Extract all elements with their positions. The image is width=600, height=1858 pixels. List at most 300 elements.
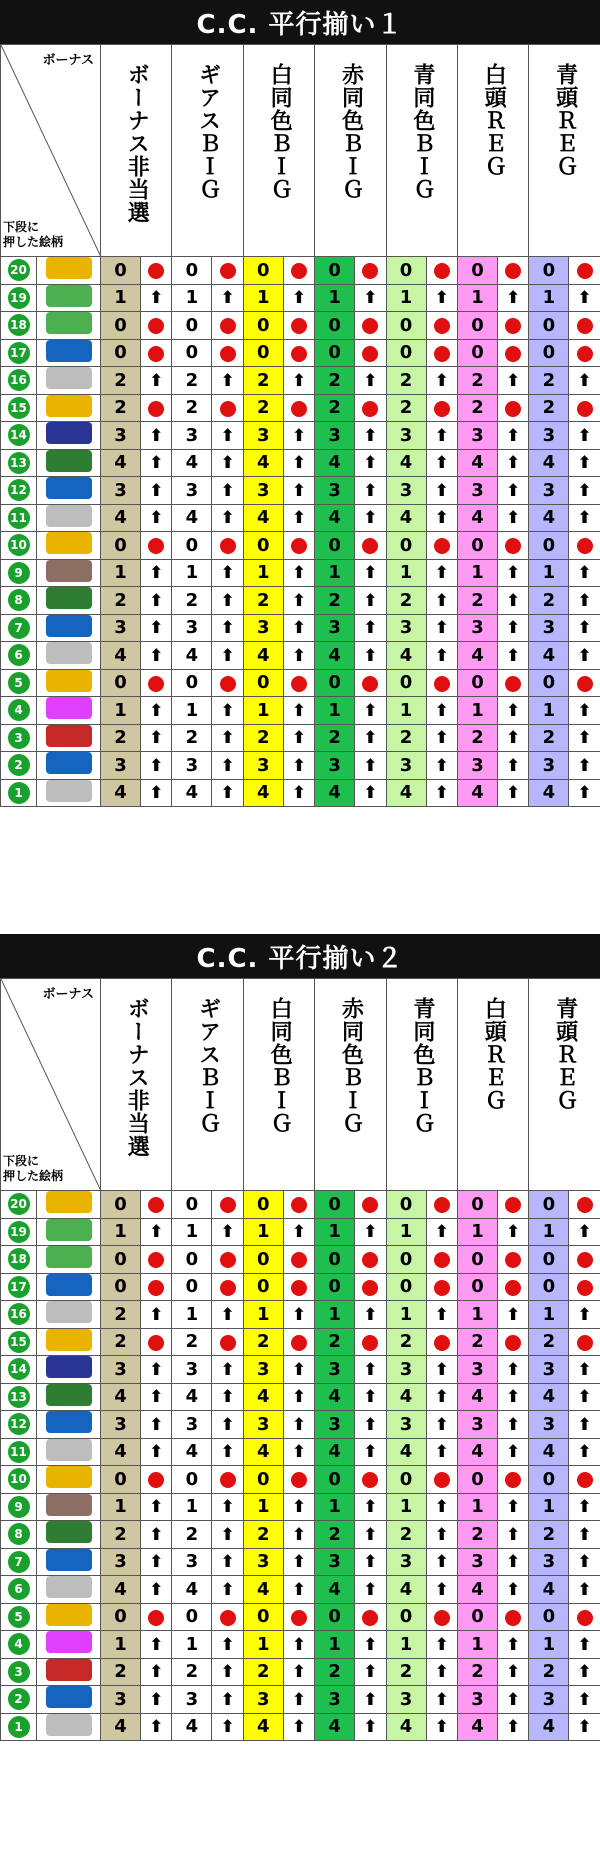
- up-arrow-icon: ⬆: [149, 563, 164, 584]
- value-cell: 2: [101, 1521, 141, 1549]
- value-cell: 4: [457, 1383, 497, 1411]
- value-cell: 3: [457, 1686, 497, 1714]
- row-number-cell: [1, 367, 37, 395]
- value-cell: 0: [243, 669, 283, 697]
- value-cell: 2: [457, 1658, 497, 1686]
- red-dot-cell: [569, 394, 600, 422]
- white-emblem-icon: [46, 367, 92, 389]
- red-dot-icon: [577, 1610, 593, 1626]
- red-dot-cell: [426, 339, 457, 367]
- watermelon-icon: [46, 587, 92, 609]
- up-arrow-icon: ⬆: [363, 1634, 378, 1655]
- arrow-cell: [426, 1548, 457, 1576]
- value-cell: 0: [101, 1603, 141, 1631]
- value-cell: 4: [386, 1438, 426, 1466]
- arrow-cell: [283, 1713, 314, 1741]
- arrow-cell: [497, 1493, 528, 1521]
- arrow-cell: [141, 422, 172, 450]
- up-arrow-icon: ⬆: [434, 563, 449, 584]
- up-arrow-icon: ⬆: [577, 1662, 592, 1683]
- corner-label-symbol: [3, 1154, 63, 1184]
- value-cell: 2: [243, 394, 283, 422]
- red-dot-icon: [434, 263, 450, 279]
- arrow-cell: [283, 1548, 314, 1576]
- row-number-cell: [1, 1301, 37, 1329]
- arrow-cell: [426, 587, 457, 615]
- row-number-cell: [1, 1328, 37, 1356]
- up-arrow-icon: ⬆: [577, 645, 592, 666]
- arrow-cell: [283, 422, 314, 450]
- red-dot-cell: [426, 1273, 457, 1301]
- red-dot-cell: [212, 1191, 243, 1219]
- up-arrow-icon: ⬆: [577, 728, 592, 749]
- arrow-cell: [283, 587, 314, 615]
- up-arrow-icon: ⬆: [291, 508, 307, 529]
- value-cell: 0: [386, 1273, 426, 1301]
- row-number-badge: 16: [8, 1303, 30, 1325]
- value-cell: 1: [457, 1631, 497, 1659]
- up-arrow-icon: ⬆: [506, 783, 521, 804]
- value-cell: 1: [243, 284, 283, 312]
- up-arrow-icon: ⬆: [149, 480, 164, 501]
- value-cell: 0: [101, 1273, 141, 1301]
- up-arrow-icon: ⬆: [220, 1304, 235, 1325]
- arrow-cell: [426, 1686, 457, 1714]
- value-cell: 4: [315, 1438, 355, 1466]
- column-header: [457, 45, 528, 257]
- up-arrow-icon: ⬆: [434, 288, 449, 309]
- red-dot-icon: [148, 318, 164, 334]
- up-arrow-icon: ⬆: [291, 288, 307, 309]
- value-cell: 2: [243, 367, 283, 395]
- up-arrow-icon: ⬆: [291, 590, 307, 611]
- arrow-cell: [569, 1383, 600, 1411]
- value-cell: 1: [386, 1218, 426, 1246]
- red-dot-icon: [362, 1610, 378, 1626]
- row-number-cell: [1, 1246, 37, 1274]
- corner-label-line1: 下段に: [3, 220, 40, 234]
- up-arrow-icon: ⬆: [291, 783, 307, 804]
- up-arrow-icon: ⬆: [577, 1359, 592, 1380]
- value-cell: 2: [315, 724, 355, 752]
- value-cell: 0: [529, 1466, 569, 1494]
- arrow-cell: [569, 1493, 600, 1521]
- value-cell: 0: [529, 669, 569, 697]
- up-arrow-icon: ⬆: [577, 563, 592, 584]
- up-arrow-icon: ⬆: [363, 1552, 378, 1573]
- value-cell: 2: [386, 1328, 426, 1356]
- value-cell: 0: [386, 257, 426, 285]
- arrow-cell: [141, 1438, 172, 1466]
- value-cell: 4: [315, 642, 355, 670]
- arrow-cell: [141, 1301, 172, 1329]
- up-arrow-icon: ⬆: [363, 1579, 378, 1600]
- value-cell: 4: [457, 1576, 497, 1604]
- arrow-cell: [212, 779, 243, 807]
- row-number-cell: [1, 669, 37, 697]
- up-arrow-icon: ⬆: [220, 1414, 235, 1435]
- white-emblem-icon: [46, 780, 92, 802]
- arrow-cell: [497, 1383, 528, 1411]
- arrow-cell: [355, 1713, 386, 1741]
- row-number-badge: 17: [8, 342, 30, 364]
- table-row: [1, 1631, 600, 1659]
- red-dot-cell: [355, 312, 386, 340]
- row-number-badge: 15: [8, 397, 30, 419]
- cc-green-icon: [46, 1219, 92, 1241]
- row-number-cell: [1, 1438, 37, 1466]
- value-cell: 3: [457, 422, 497, 450]
- odds-table: [0, 978, 600, 1741]
- value-cell: 3: [243, 1686, 283, 1714]
- section-2: [0, 934, 600, 1741]
- value-cell: 2: [172, 394, 212, 422]
- value-cell: 0: [243, 532, 283, 560]
- value-cell: 4: [386, 1576, 426, 1604]
- column-header-label: 白同色ＢＩＧ: [267, 997, 293, 1135]
- arrow-cell: [212, 1713, 243, 1741]
- red-dot-icon: [220, 1610, 236, 1626]
- value-cell: 3: [386, 477, 426, 505]
- symbol-cell: [37, 367, 101, 395]
- value-cell: 4: [243, 1438, 283, 1466]
- up-arrow-icon: ⬆: [291, 1359, 307, 1380]
- arrow-cell: [355, 724, 386, 752]
- value-cell: 0: [529, 1246, 569, 1274]
- arrow-cell: [426, 422, 457, 450]
- arrow-cell: [141, 1576, 172, 1604]
- up-arrow-icon: ⬆: [363, 1359, 378, 1380]
- arrow-cell: [212, 367, 243, 395]
- arrow-cell: [426, 724, 457, 752]
- value-cell: 2: [101, 724, 141, 752]
- value-cell: 0: [172, 1246, 212, 1274]
- arrow-cell: [283, 1356, 314, 1384]
- arrow-cell: [355, 697, 386, 725]
- arrow-cell: [283, 559, 314, 587]
- up-arrow-icon: ⬆: [291, 1634, 307, 1655]
- arrow-cell: [569, 1548, 600, 1576]
- red-dot-cell: [212, 339, 243, 367]
- value-cell: 4: [243, 642, 283, 670]
- value-cell: 4: [386, 449, 426, 477]
- column-header: [386, 45, 457, 257]
- up-arrow-icon: ⬆: [291, 1387, 307, 1408]
- value-cell: 3: [386, 1686, 426, 1714]
- symbol-cell: [37, 504, 101, 532]
- red-dot-icon: [148, 1252, 164, 1268]
- bell-yellow-icon: [46, 532, 92, 554]
- value-cell: 0: [315, 669, 355, 697]
- up-arrow-icon: ⬆: [506, 453, 521, 474]
- table-row: [1, 1603, 600, 1631]
- arrow-cell: [426, 1713, 457, 1741]
- up-arrow-icon: ⬆: [434, 700, 449, 721]
- arrow-cell: [426, 559, 457, 587]
- value-cell: 4: [243, 504, 283, 532]
- up-arrow-icon: ⬆: [577, 288, 592, 309]
- arrow-cell: [283, 779, 314, 807]
- arrow-cell: [283, 1686, 314, 1714]
- arrow-cell: [355, 559, 386, 587]
- up-arrow-icon: ⬆: [434, 1689, 449, 1710]
- value-cell: 2: [315, 1328, 355, 1356]
- red-dot-icon: [220, 676, 236, 692]
- cc-green-icon: [46, 285, 92, 307]
- red-dot-icon: [434, 538, 450, 554]
- arrow-cell: [212, 614, 243, 642]
- table-row: [1, 1576, 600, 1604]
- value-cell: 4: [101, 779, 141, 807]
- value-cell: 3: [315, 477, 355, 505]
- up-arrow-icon: ⬆: [220, 480, 235, 501]
- arrow-cell: [141, 477, 172, 505]
- section-title: C.C. 平行揃い１: [0, 0, 600, 44]
- red-dot-icon: [291, 1610, 307, 1626]
- row-number-cell: [1, 532, 37, 560]
- value-cell: 4: [386, 504, 426, 532]
- red-dot-cell: [212, 257, 243, 285]
- arrow-cell: [355, 1493, 386, 1521]
- red-dot-cell: [497, 1603, 528, 1631]
- value-cell: 1: [101, 559, 141, 587]
- column-header-label: ボーナス非当選: [124, 997, 150, 1158]
- symbol-cell: [37, 339, 101, 367]
- value-cell: 1: [457, 1493, 497, 1521]
- value-cell: 0: [172, 312, 212, 340]
- symbol-cell: [37, 1603, 101, 1631]
- arrow-cell: [497, 559, 528, 587]
- up-arrow-icon: ⬆: [149, 1497, 164, 1518]
- up-arrow-icon: ⬆: [506, 618, 521, 639]
- arrow-cell: [212, 1631, 243, 1659]
- arrow-cell: [355, 642, 386, 670]
- red-dot-icon: [148, 346, 164, 362]
- value-cell: 1: [386, 1301, 426, 1329]
- table-row: [1, 477, 600, 505]
- arrow-cell: [569, 1658, 600, 1686]
- up-arrow-icon: ⬆: [291, 700, 307, 721]
- value-cell: 0: [243, 1273, 283, 1301]
- value-cell: 4: [101, 642, 141, 670]
- red-dot-cell: [283, 532, 314, 560]
- up-arrow-icon: ⬆: [149, 1552, 164, 1573]
- red-dot-icon: [362, 1280, 378, 1296]
- up-arrow-icon: ⬆: [506, 425, 521, 446]
- red-dot-cell: [426, 394, 457, 422]
- value-cell: 4: [101, 1713, 141, 1741]
- up-arrow-icon: ⬆: [506, 1497, 521, 1518]
- table-row: [1, 394, 600, 422]
- arrow-cell: [141, 1218, 172, 1246]
- table-row: [1, 1466, 600, 1494]
- value-cell: 1: [172, 1631, 212, 1659]
- value-cell: 3: [457, 477, 497, 505]
- red-dot-icon: [577, 538, 593, 554]
- value-cell: 0: [101, 669, 141, 697]
- red-dot-icon: [434, 1280, 450, 1296]
- up-arrow-icon: ⬆: [149, 1387, 164, 1408]
- red-dot-cell: [569, 1328, 600, 1356]
- up-arrow-icon: ⬆: [434, 590, 449, 611]
- arrow-cell: [497, 724, 528, 752]
- value-cell: 0: [101, 1246, 141, 1274]
- up-arrow-icon: ⬆: [220, 783, 235, 804]
- red-dot-icon: [434, 1197, 450, 1213]
- column-header-label: 青同色ＢＩＧ: [409, 997, 435, 1135]
- arrow-cell: [212, 1493, 243, 1521]
- value-cell: 0: [172, 669, 212, 697]
- symbol-cell: [37, 669, 101, 697]
- value-cell: 3: [243, 1356, 283, 1384]
- value-cell: 4: [101, 1383, 141, 1411]
- red-dot-icon: [577, 676, 593, 692]
- up-arrow-icon: ⬆: [434, 370, 449, 391]
- value-cell: 4: [172, 449, 212, 477]
- up-arrow-icon: ⬆: [434, 1414, 449, 1435]
- arrow-cell: [569, 477, 600, 505]
- red-dot-icon: [220, 263, 236, 279]
- column-header-label: 青同色ＢＩＧ: [409, 63, 435, 201]
- red-dot-cell: [141, 1246, 172, 1274]
- table-row: [1, 1246, 600, 1274]
- red-dot-cell: [497, 1246, 528, 1274]
- arrow-cell: [569, 559, 600, 587]
- up-arrow-icon: ⬆: [291, 425, 307, 446]
- table-row: [1, 752, 600, 780]
- value-cell: 4: [172, 642, 212, 670]
- red-dot-cell: [283, 1466, 314, 1494]
- arrow-cell: [569, 449, 600, 477]
- symbol-cell: [37, 587, 101, 615]
- value-cell: 0: [529, 532, 569, 560]
- value-cell: 0: [101, 1466, 141, 1494]
- value-cell: 4: [315, 1713, 355, 1741]
- value-cell: 0: [315, 339, 355, 367]
- arrow-cell: [569, 697, 600, 725]
- table-row: [1, 779, 600, 807]
- value-cell: 2: [457, 724, 497, 752]
- row-number-cell: [1, 284, 37, 312]
- arrow-cell: [569, 752, 600, 780]
- up-arrow-icon: ⬆: [363, 1689, 378, 1710]
- corner-label-bonus: ボーナス: [42, 53, 94, 68]
- value-cell: 1: [101, 697, 141, 725]
- up-arrow-icon: ⬆: [291, 645, 307, 666]
- value-cell: 3: [101, 614, 141, 642]
- symbol-cell: [37, 752, 101, 780]
- symbol-cell: [37, 1658, 101, 1686]
- red-dot-cell: [497, 1273, 528, 1301]
- red-dot-icon: [434, 318, 450, 334]
- symbol-cell: [37, 1328, 101, 1356]
- up-arrow-icon: ⬆: [506, 1222, 521, 1243]
- up-arrow-icon: ⬆: [291, 480, 307, 501]
- value-cell: 0: [101, 339, 141, 367]
- up-arrow-icon: ⬆: [291, 1222, 307, 1243]
- value-cell: 1: [172, 697, 212, 725]
- value-cell: 2: [101, 394, 141, 422]
- value-cell: 2: [315, 394, 355, 422]
- arrow-cell: [283, 1576, 314, 1604]
- value-cell: 0: [315, 1246, 355, 1274]
- value-cell: 1: [172, 1218, 212, 1246]
- row-number-cell: [1, 312, 37, 340]
- up-arrow-icon: ⬆: [577, 618, 592, 639]
- symbol-cell: [37, 1273, 101, 1301]
- symbol-cell: [37, 1493, 101, 1521]
- up-arrow-icon: ⬆: [220, 508, 235, 529]
- red-dot-icon: [148, 401, 164, 417]
- row-number-badge: 20: [8, 1193, 30, 1215]
- up-arrow-icon: ⬆: [291, 1552, 307, 1573]
- row-number-cell: [1, 1713, 37, 1741]
- arrow-cell: [212, 1686, 243, 1714]
- arrow-cell: [283, 642, 314, 670]
- value-cell: 1: [243, 1218, 283, 1246]
- table-row: [1, 1713, 600, 1741]
- up-arrow-icon: ⬆: [149, 590, 164, 611]
- red-dot-cell: [355, 1603, 386, 1631]
- arrow-cell: [497, 1548, 528, 1576]
- arrow-cell: [212, 1301, 243, 1329]
- up-arrow-icon: ⬆: [363, 1414, 378, 1435]
- red-dot-cell: [141, 1603, 172, 1631]
- table-row: [1, 449, 600, 477]
- row-number-badge: 10: [8, 534, 30, 556]
- red-dot-cell: [212, 669, 243, 697]
- row-number-badge: 17: [8, 1276, 30, 1298]
- row-number-cell: [1, 1686, 37, 1714]
- column-header: [172, 45, 243, 257]
- value-cell: 0: [457, 1466, 497, 1494]
- up-arrow-icon: ⬆: [577, 783, 592, 804]
- arrow-cell: [283, 449, 314, 477]
- arrow-cell: [212, 752, 243, 780]
- value-cell: 4: [172, 1576, 212, 1604]
- red-dot-icon: [362, 401, 378, 417]
- value-cell: 0: [457, 532, 497, 560]
- up-arrow-icon: ⬆: [220, 425, 235, 446]
- up-arrow-icon: ⬆: [149, 1442, 164, 1463]
- arrow-cell: [497, 422, 528, 450]
- arrow-cell: [141, 504, 172, 532]
- arrow-cell: [497, 587, 528, 615]
- arrow-cell: [355, 1576, 386, 1604]
- up-arrow-icon: ⬆: [434, 1579, 449, 1600]
- value-cell: 2: [386, 1521, 426, 1549]
- value-cell: 3: [101, 752, 141, 780]
- up-arrow-icon: ⬆: [506, 1304, 521, 1325]
- blue-emblem-icon: [46, 1274, 92, 1296]
- value-cell: 1: [172, 1493, 212, 1521]
- up-arrow-icon: ⬆: [291, 728, 307, 749]
- up-arrow-icon: ⬆: [577, 1387, 592, 1408]
- arrow-cell: [497, 1301, 528, 1329]
- value-cell: 4: [529, 1713, 569, 1741]
- up-arrow-icon: ⬆: [577, 453, 592, 474]
- row-number-badge: 1: [8, 782, 30, 804]
- value-cell: 3: [172, 422, 212, 450]
- up-arrow-icon: ⬆: [149, 453, 164, 474]
- value-cell: 4: [457, 504, 497, 532]
- row-number-cell: [1, 257, 37, 285]
- value-cell: 1: [243, 559, 283, 587]
- value-cell: 3: [172, 1686, 212, 1714]
- row-number-badge: 7: [8, 1551, 30, 1573]
- up-arrow-icon: ⬆: [577, 755, 592, 776]
- up-arrow-icon: ⬆: [434, 1222, 449, 1243]
